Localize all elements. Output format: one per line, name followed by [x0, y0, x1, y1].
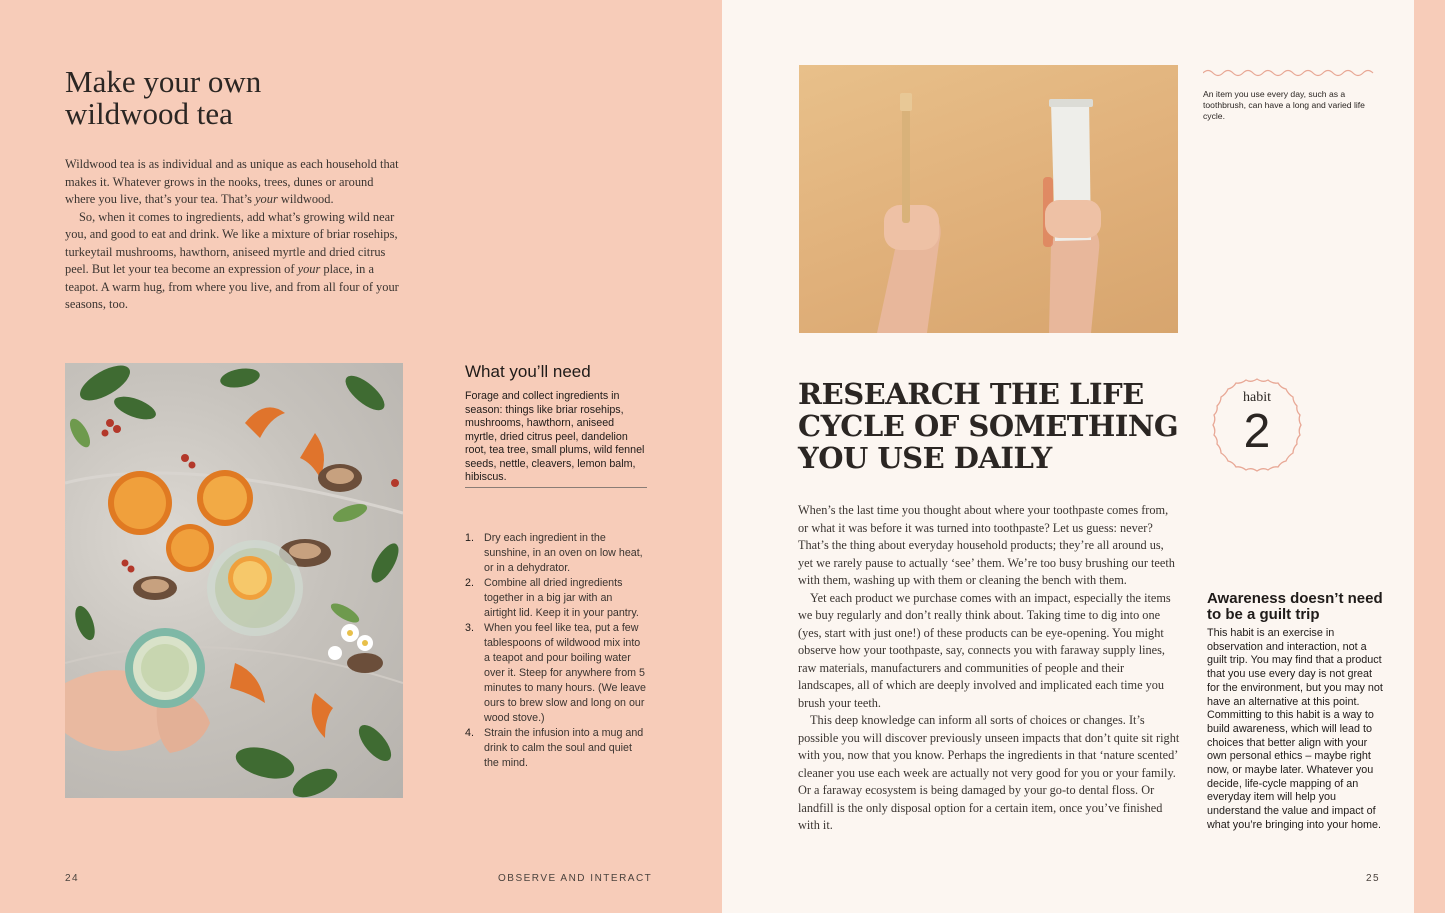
intro-paragraph-2: So, when it comes to ingredients, add what’s growing wild near you, and good to eat and drink. We like a mixture of briar rosehips, turkeytail mushrooms, hawthorn, aniseed myrtle and dried citrus peel. But let your tea become an expression of your place, in a teapot. A warm hug, from where you live, and from all four of your seasons, too.	[65, 209, 399, 311]
hands-holding-toothbrush-illustration	[799, 65, 1178, 333]
tea-ingredients-illustration	[65, 363, 403, 798]
method-steps	[465, 531, 647, 771]
right-page-edge-band	[1414, 0, 1445, 913]
running-head: OBSERVE AND INTERACT	[498, 873, 653, 884]
habit-badge	[1207, 377, 1307, 477]
divider-rule	[465, 487, 647, 488]
page-number-left: 24	[65, 873, 80, 884]
badge-habit-label: habit	[1243, 390, 1271, 405]
sidebar-heading: Awareness doesn’t need to be a guilt trip	[1207, 590, 1383, 623]
wavy-line-ornament	[1203, 68, 1377, 78]
method-step: 1. Dry each ingredient in the sunshine, in an oven on low heat, or in a dehydrator.	[465, 532, 643, 574]
intro-paragraph-1: Wildwood tea is as individual and as unique as each household that makes it. Whatever grows in the nooks, trees, dunes or around where you live, that’s your tea. That’s your wildwood.	[65, 157, 399, 206]
recipe-title-line-2: wildwood tea	[65, 96, 233, 131]
recipe-intro	[65, 156, 405, 314]
habit-title: RESEARCH THE LIFE CYCLE OF SOMETHING YOU USE DAILY	[798, 377, 1179, 475]
photo-caption: An item you use every day, such as a toothbrush, can have a long and varied life cycle.	[1203, 89, 1365, 121]
method-step: 2. Combine all dried ingredients together in a big jar with an airtight lid. Keep it in your pantry.	[465, 577, 639, 619]
page-number-right: 25	[1366, 873, 1381, 884]
body-paragraph-1: When’s the last time you thought about where your toothpaste comes from, or what it was before it was turned into toothpaste? Let us guess: never? That’s the thing about everyday household products; they’re all around us, yet we rarely pause to actually ‘see’ them. We’re too busy brushing our teeth with them, washing up with them or cleaning the bench with them.	[798, 503, 1175, 587]
method-step: 3. When you feel like tea, put a few tablespoons of wildwood mix into a teapot and pour boiling water over it. Steep for anywhere from 5 minutes to many hours. (We leave ours to brew slow and long on our wood stove.)	[465, 622, 646, 724]
wildwood-tea-photo	[65, 363, 403, 798]
body-paragraph-2: Yet each product we purchase comes with an impact, especially the items we buy regularly and don’t really think about. Taking time to dig into one (yes, start with just one!) of these products can be eye-opening. You might observe how your toothpaste, say, connects you with faraway supply lines, raw materials, manufacturers and communities of people and their landscapes, all of which are deeply involved and implicated each time you brush your teeth.	[798, 590, 1171, 710]
badge-habit-number: 2	[1243, 405, 1271, 458]
recipe-title-line-1: Make your own	[65, 64, 262, 99]
toothbrush-toothpaste-photo	[799, 65, 1178, 333]
what-you-need-text: Forage and collect ingredients in season: things like briar rosehips, mushrooms, hawthorn, aniseed myrtle, dried citrus peel, dandelion root, tea tree, small plums, wild fennel seeds, nettle, cleavers, lemon balm, hibiscus.	[465, 390, 645, 483]
recipe-title	[65, 66, 425, 130]
body-paragraph-3: This deep knowledge can inform all sorts of choices or changes. It’s possible you will discover previously unseen impacts that don’t quite sit right with you, now that you know. Perhaps the ingredients in that ‘nature scented’ cleaner you use each week are actually not very good for you or your family. Or a faraway ecosystem is being damaged by your go-to dental floss. Or landfill is the only disposal option for a certain item, once you’ve finished with it.	[798, 713, 1180, 832]
habit-body-text	[798, 502, 1180, 835]
what-you-need-heading: What you’ll need	[465, 362, 591, 381]
method-step: 4. Strain the infusion into a mug and drink to calm the soul and quiet the mind.	[465, 727, 644, 769]
sidebar-text: This habit is an exercise in observation and interaction, not a guilt trip. You may find that a product that you use every day is not great for the environment, but you may not have an alternative at this point. Committing to this habit is a way to build awareness, which will lead to choices that better align with your own personal ethics – maybe right now, or maybe later. Whatever you decide, life-cycle mapping of an everyday item will help you understand the value and impact of what you’re bringing into your home.	[1207, 627, 1383, 831]
